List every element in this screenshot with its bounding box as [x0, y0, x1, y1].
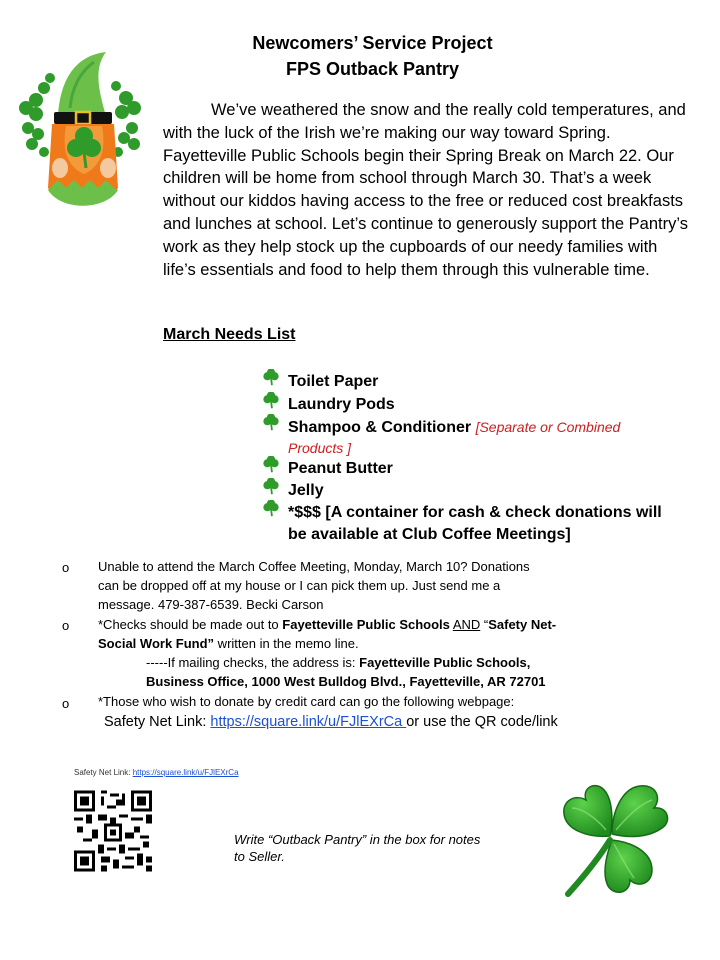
seller-note — [234, 831, 524, 865]
list-item-note: [Separate or Combined — [475, 419, 621, 435]
fund-name: Safety Net- — [488, 617, 557, 632]
gnome-illustration — [14, 48, 146, 218]
bullet-marker: o — [62, 560, 70, 575]
page-title: Newcomers’ Service Project — [252, 33, 493, 53]
seller-note-line: Write “Outback Pantry” in the box for notes — [234, 832, 481, 847]
mailing-text: -----If mailing checks, the address is: — [146, 655, 360, 670]
shamrock-icon — [262, 414, 280, 432]
link-label: Safety Net Link: — [104, 714, 211, 730]
qr-caption-label: Safety Net Link: — [74, 768, 133, 777]
and-text: AND — [452, 617, 481, 632]
bullet-paragraph — [98, 692, 638, 732]
bullet-line: *Those who wish to donate by credit card can go the following webpage: — [98, 694, 515, 709]
qr-caption-link[interactable]: https://square.link/u/FJlEXrCa — [132, 768, 239, 777]
list-item-label: Jelly — [288, 482, 324, 499]
bullet-paragraph — [98, 615, 638, 691]
checks-text: *Checks should be made out to — [98, 617, 283, 632]
list-item-note-continued: Products ] — [288, 440, 352, 456]
list-item-label: Peanut Butter — [288, 460, 393, 477]
shamrock-icon — [548, 778, 674, 902]
list-item-label-continued: be available at Club Coffee Meetings] — [288, 526, 571, 543]
list-item-label-text: Shampoo & Conditioner — [288, 419, 472, 436]
shamrock-icon — [262, 500, 280, 518]
list-item-label — [288, 416, 620, 439]
seller-note-line: to Seller. — [234, 849, 285, 864]
shamrock-icon — [262, 392, 280, 410]
shamrock-icon — [262, 478, 280, 496]
safety-net-link[interactable]: https://square.link/u/FJlEXrCa — [210, 714, 407, 730]
link-suffix: or use the QR code/link — [406, 714, 558, 730]
quote-open: “ — [480, 617, 489, 632]
qr-code[interactable] — [74, 790, 152, 872]
bullet-line: Unable to attend the March Coffee Meeting, Monday, March 10? Donations — [98, 559, 530, 574]
needs-list-heading: March Needs List — [163, 326, 296, 343]
bullet-line: can be dropped off at my house or I can pick them up. Just send me a — [98, 578, 501, 593]
address-line: Business Office, 1000 West Bulldog Blvd., Fayetteville, AR 72701 — [146, 674, 546, 689]
bullet-paragraph — [98, 557, 638, 614]
shamrock-icon — [262, 456, 280, 474]
memo-text: written in the memo line. — [214, 636, 359, 651]
intro-paragraph — [163, 99, 693, 281]
fund-name-continued: Social Work Fund” — [98, 636, 215, 651]
list-item-label: Toilet Paper — [288, 373, 379, 390]
qr-caption — [74, 768, 239, 777]
page-subtitle: FPS Outback Pantry — [285, 59, 460, 79]
address-line: Fayetteville Public Schools, — [359, 655, 531, 670]
list-item-label: *$$$ [A container for cash & check donations will — [288, 504, 662, 521]
bullet-marker: o — [62, 696, 70, 711]
payee-name: Fayetteville Public Schools — [282, 617, 450, 632]
bullet-marker: o — [62, 618, 70, 633]
list-item-label: Laundry Pods — [288, 396, 395, 413]
shamrock-icon — [262, 369, 280, 387]
intro-text: We’ve weathered the snow and the really cold temperatures, and with the luck of the Irish we’re making our way toward Spring. Fayetteville Public Schools begin their Spring Break on March 22. Our children will be home from school through March 30. That’s a week without our kiddos having access to the free or reduced cost breakfasts and lunches at school. Let’s continue to generously support the Pantry’s work as they help stock up the cupboards of our needy families with life’s essentials and food to help them through this vulnerable time. — [163, 101, 688, 279]
bullet-line: message. 479-387-6539. Becki Carson — [98, 597, 324, 612]
